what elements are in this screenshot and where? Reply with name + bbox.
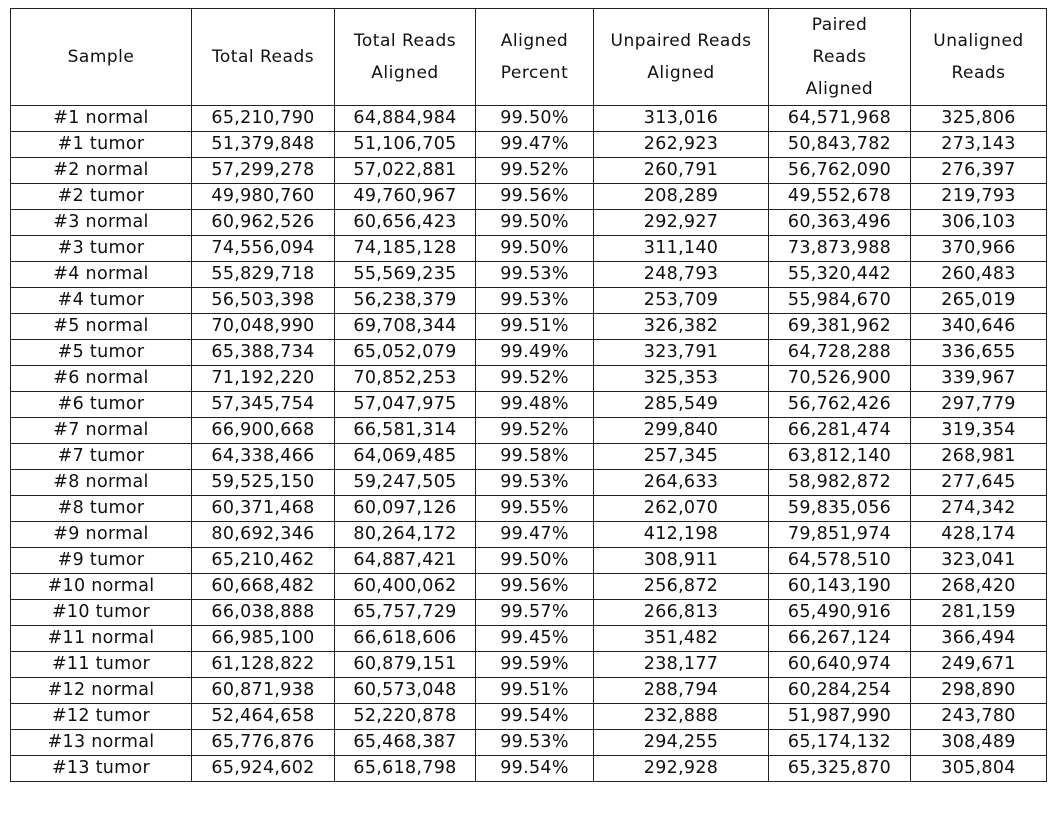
cell-unpaired-reads-aligned: 208,289 xyxy=(594,184,769,210)
cell-unaligned-reads: 325,806 xyxy=(911,106,1047,132)
cell-unaligned-reads: 260,483 xyxy=(911,262,1047,288)
cell-paired-reads-aligned: 79,851,974 xyxy=(769,522,911,548)
cell-unpaired-reads-aligned: 264,633 xyxy=(594,470,769,496)
cell-unaligned-reads: 273,143 xyxy=(911,132,1047,158)
cell-unaligned-reads: 219,793 xyxy=(911,184,1047,210)
cell-total-reads: 61,128,822 xyxy=(192,652,335,678)
cell-total-reads-aligned: 65,468,387 xyxy=(335,730,476,756)
cell-unpaired-reads-aligned: 266,813 xyxy=(594,600,769,626)
header-row xyxy=(11,9,1047,106)
cell-paired-reads-aligned: 55,320,442 xyxy=(769,262,911,288)
cell-total-reads: 60,962,526 xyxy=(192,210,335,236)
cell-sample: #9 normal xyxy=(11,522,192,548)
cell-unaligned-reads: 268,420 xyxy=(911,574,1047,600)
cell-aligned-percent: 99.57% xyxy=(476,600,594,626)
cell-unpaired-reads-aligned: 256,872 xyxy=(594,574,769,600)
table-row xyxy=(11,132,1047,158)
cell-aligned-percent: 99.50% xyxy=(476,236,594,262)
table-row xyxy=(11,288,1047,314)
cell-unpaired-reads-aligned: 313,016 xyxy=(594,106,769,132)
table-row xyxy=(11,158,1047,184)
cell-paired-reads-aligned: 56,762,090 xyxy=(769,158,911,184)
cell-unaligned-reads: 319,354 xyxy=(911,418,1047,444)
cell-unaligned-reads: 308,489 xyxy=(911,730,1047,756)
header-unpaired-reads-aligned: Unpaired Reads Aligned xyxy=(594,9,769,106)
table-row xyxy=(11,340,1047,366)
cell-paired-reads-aligned: 55,984,670 xyxy=(769,288,911,314)
cell-total-reads-aligned: 56,238,379 xyxy=(335,288,476,314)
cell-total-reads: 71,192,220 xyxy=(192,366,335,392)
cell-aligned-percent: 99.54% xyxy=(476,704,594,730)
cell-total-reads-aligned: 55,569,235 xyxy=(335,262,476,288)
cell-total-reads-aligned: 59,247,505 xyxy=(335,470,476,496)
cell-paired-reads-aligned: 64,578,510 xyxy=(769,548,911,574)
cell-paired-reads-aligned: 60,363,496 xyxy=(769,210,911,236)
cell-total-reads: 51,379,848 xyxy=(192,132,335,158)
cell-aligned-percent: 99.55% xyxy=(476,496,594,522)
header-paired-reads-aligned: Paired Reads Aligned xyxy=(769,9,911,106)
cell-total-reads: 70,048,990 xyxy=(192,314,335,340)
cell-unpaired-reads-aligned: 292,928 xyxy=(594,756,769,782)
cell-paired-reads-aligned: 60,284,254 xyxy=(769,678,911,704)
cell-sample: #12 tumor xyxy=(11,704,192,730)
cell-paired-reads-aligned: 49,552,678 xyxy=(769,184,911,210)
table-row xyxy=(11,756,1047,782)
cell-total-reads: 57,299,278 xyxy=(192,158,335,184)
cell-unpaired-reads-aligned: 262,923 xyxy=(594,132,769,158)
cell-sample: #11 normal xyxy=(11,626,192,652)
cell-aligned-percent: 99.56% xyxy=(476,574,594,600)
cell-total-reads-aligned: 69,708,344 xyxy=(335,314,476,340)
cell-unaligned-reads: 366,494 xyxy=(911,626,1047,652)
cell-sample: #10 tumor xyxy=(11,600,192,626)
cell-paired-reads-aligned: 60,143,190 xyxy=(769,574,911,600)
cell-unpaired-reads-aligned: 311,140 xyxy=(594,236,769,262)
cell-sample: #3 tumor xyxy=(11,236,192,262)
cell-paired-reads-aligned: 65,325,870 xyxy=(769,756,911,782)
cell-total-reads-aligned: 65,757,729 xyxy=(335,600,476,626)
cell-unpaired-reads-aligned: 248,793 xyxy=(594,262,769,288)
cell-total-reads: 60,871,938 xyxy=(192,678,335,704)
cell-unaligned-reads: 339,967 xyxy=(911,366,1047,392)
table-row xyxy=(11,548,1047,574)
table-row xyxy=(11,366,1047,392)
header-unaligned-reads: Unaligned Reads xyxy=(911,9,1047,106)
table-row xyxy=(11,184,1047,210)
table-row xyxy=(11,652,1047,678)
cell-aligned-percent: 99.52% xyxy=(476,418,594,444)
table-row xyxy=(11,106,1047,132)
cell-aligned-percent: 99.50% xyxy=(476,548,594,574)
cell-unpaired-reads-aligned: 253,709 xyxy=(594,288,769,314)
table-row xyxy=(11,314,1047,340)
alignment-stats-table-container xyxy=(10,8,1046,804)
cell-unpaired-reads-aligned: 257,345 xyxy=(594,444,769,470)
cell-total-reads-aligned: 57,047,975 xyxy=(335,392,476,418)
table-row xyxy=(11,236,1047,262)
cell-sample: #5 normal xyxy=(11,314,192,340)
cell-aligned-percent: 99.51% xyxy=(476,678,594,704)
cell-paired-reads-aligned: 50,843,782 xyxy=(769,132,911,158)
cell-unpaired-reads-aligned: 262,070 xyxy=(594,496,769,522)
header-aligned-percent: Aligned Percent xyxy=(476,9,594,106)
cell-total-reads-aligned: 60,400,062 xyxy=(335,574,476,600)
cell-total-reads: 52,464,658 xyxy=(192,704,335,730)
cell-total-reads-aligned: 52,220,878 xyxy=(335,704,476,730)
cell-unpaired-reads-aligned: 308,911 xyxy=(594,548,769,574)
cell-total-reads: 80,692,346 xyxy=(192,522,335,548)
cell-unaligned-reads: 305,804 xyxy=(911,756,1047,782)
cell-total-reads: 59,525,150 xyxy=(192,470,335,496)
header-sample: Sample xyxy=(11,9,192,106)
cell-total-reads-aligned: 80,264,172 xyxy=(335,522,476,548)
cell-total-reads: 56,503,398 xyxy=(192,288,335,314)
cell-paired-reads-aligned: 69,381,962 xyxy=(769,314,911,340)
cell-sample: #13 normal xyxy=(11,730,192,756)
cell-total-reads-aligned: 60,879,151 xyxy=(335,652,476,678)
cell-total-reads: 65,388,734 xyxy=(192,340,335,366)
table-row xyxy=(11,418,1047,444)
cell-aligned-percent: 99.45% xyxy=(476,626,594,652)
table-row xyxy=(11,574,1047,600)
cell-unpaired-reads-aligned: 292,927 xyxy=(594,210,769,236)
cell-total-reads-aligned: 66,581,314 xyxy=(335,418,476,444)
cell-total-reads-aligned: 65,618,798 xyxy=(335,756,476,782)
cell-total-reads-aligned: 60,656,423 xyxy=(335,210,476,236)
cell-total-reads-aligned: 60,097,126 xyxy=(335,496,476,522)
cell-paired-reads-aligned: 65,490,916 xyxy=(769,600,911,626)
cell-sample: #11 tumor xyxy=(11,652,192,678)
cell-aligned-percent: 99.51% xyxy=(476,314,594,340)
cell-unaligned-reads: 306,103 xyxy=(911,210,1047,236)
cell-sample: #6 normal xyxy=(11,366,192,392)
cell-total-reads: 65,210,790 xyxy=(192,106,335,132)
cell-unaligned-reads: 298,890 xyxy=(911,678,1047,704)
cell-total-reads-aligned: 60,573,048 xyxy=(335,678,476,704)
cell-unpaired-reads-aligned: 288,794 xyxy=(594,678,769,704)
cell-paired-reads-aligned: 64,571,968 xyxy=(769,106,911,132)
cell-unpaired-reads-aligned: 232,888 xyxy=(594,704,769,730)
cell-aligned-percent: 99.52% xyxy=(476,366,594,392)
cell-total-reads: 49,980,760 xyxy=(192,184,335,210)
cell-total-reads-aligned: 74,185,128 xyxy=(335,236,476,262)
cell-paired-reads-aligned: 51,987,990 xyxy=(769,704,911,730)
cell-unpaired-reads-aligned: 294,255 xyxy=(594,730,769,756)
cell-sample: #2 tumor xyxy=(11,184,192,210)
cell-sample: #5 tumor xyxy=(11,340,192,366)
table-row xyxy=(11,704,1047,730)
cell-unaligned-reads: 428,174 xyxy=(911,522,1047,548)
cell-aligned-percent: 99.50% xyxy=(476,106,594,132)
table-row xyxy=(11,210,1047,236)
cell-sample: #3 normal xyxy=(11,210,192,236)
cell-aligned-percent: 99.53% xyxy=(476,470,594,496)
cell-unaligned-reads: 268,981 xyxy=(911,444,1047,470)
cell-unpaired-reads-aligned: 351,482 xyxy=(594,626,769,652)
cell-total-reads-aligned: 70,852,253 xyxy=(335,366,476,392)
cell-unpaired-reads-aligned: 285,549 xyxy=(594,392,769,418)
cell-sample: #2 normal xyxy=(11,158,192,184)
cell-unpaired-reads-aligned: 323,791 xyxy=(594,340,769,366)
table-row xyxy=(11,444,1047,470)
cell-total-reads-aligned: 57,022,881 xyxy=(335,158,476,184)
cell-total-reads: 66,900,668 xyxy=(192,418,335,444)
cell-sample: #4 tumor xyxy=(11,288,192,314)
header-total-reads-aligned: Total Reads Aligned xyxy=(335,9,476,106)
cell-unaligned-reads: 274,342 xyxy=(911,496,1047,522)
cell-sample: #7 tumor xyxy=(11,444,192,470)
cell-aligned-percent: 99.59% xyxy=(476,652,594,678)
cell-unaligned-reads: 265,019 xyxy=(911,288,1047,314)
cell-total-reads-aligned: 49,760,967 xyxy=(335,184,476,210)
cell-unpaired-reads-aligned: 325,353 xyxy=(594,366,769,392)
cell-aligned-percent: 99.56% xyxy=(476,184,594,210)
header-total-reads: Total Reads xyxy=(192,9,335,106)
cell-paired-reads-aligned: 60,640,974 xyxy=(769,652,911,678)
cell-total-reads: 60,371,468 xyxy=(192,496,335,522)
cell-total-reads: 65,924,602 xyxy=(192,756,335,782)
alignment-stats-table xyxy=(10,8,1047,782)
cell-unpaired-reads-aligned: 412,198 xyxy=(594,522,769,548)
cell-unaligned-reads: 249,671 xyxy=(911,652,1047,678)
table-row xyxy=(11,470,1047,496)
cell-aligned-percent: 99.54% xyxy=(476,756,594,782)
cell-unaligned-reads: 340,646 xyxy=(911,314,1047,340)
cell-sample: #9 tumor xyxy=(11,548,192,574)
cell-total-reads-aligned: 65,052,079 xyxy=(335,340,476,366)
cell-total-reads: 66,038,888 xyxy=(192,600,335,626)
cell-unaligned-reads: 370,966 xyxy=(911,236,1047,262)
cell-unpaired-reads-aligned: 260,791 xyxy=(594,158,769,184)
cell-aligned-percent: 99.52% xyxy=(476,158,594,184)
cell-unaligned-reads: 323,041 xyxy=(911,548,1047,574)
cell-total-reads: 64,338,466 xyxy=(192,444,335,470)
cell-paired-reads-aligned: 73,873,988 xyxy=(769,236,911,262)
cell-sample: #6 tumor xyxy=(11,392,192,418)
cell-total-reads-aligned: 66,618,606 xyxy=(335,626,476,652)
cell-aligned-percent: 99.47% xyxy=(476,132,594,158)
cell-total-reads: 60,668,482 xyxy=(192,574,335,600)
table-row xyxy=(11,522,1047,548)
cell-sample: #8 tumor xyxy=(11,496,192,522)
cell-total-reads-aligned: 64,884,984 xyxy=(335,106,476,132)
cell-total-reads: 55,829,718 xyxy=(192,262,335,288)
cell-paired-reads-aligned: 63,812,140 xyxy=(769,444,911,470)
cell-total-reads: 65,210,462 xyxy=(192,548,335,574)
table-row xyxy=(11,496,1047,522)
cell-aligned-percent: 99.53% xyxy=(476,288,594,314)
cell-paired-reads-aligned: 64,728,288 xyxy=(769,340,911,366)
cell-total-reads: 65,776,876 xyxy=(192,730,335,756)
cell-sample: #1 tumor xyxy=(11,132,192,158)
cell-unaligned-reads: 243,780 xyxy=(911,704,1047,730)
cell-unpaired-reads-aligned: 238,177 xyxy=(594,652,769,678)
cell-total-reads: 74,556,094 xyxy=(192,236,335,262)
cell-paired-reads-aligned: 70,526,900 xyxy=(769,366,911,392)
cell-aligned-percent: 99.50% xyxy=(476,210,594,236)
cell-sample: #8 normal xyxy=(11,470,192,496)
cell-sample: #10 normal xyxy=(11,574,192,600)
cell-unaligned-reads: 297,779 xyxy=(911,392,1047,418)
table-row xyxy=(11,262,1047,288)
table-row xyxy=(11,678,1047,704)
cell-sample: #12 normal xyxy=(11,678,192,704)
table-row xyxy=(11,730,1047,756)
cell-unpaired-reads-aligned: 326,382 xyxy=(594,314,769,340)
cell-total-reads-aligned: 64,069,485 xyxy=(335,444,476,470)
cell-unaligned-reads: 277,645 xyxy=(911,470,1047,496)
cell-aligned-percent: 99.49% xyxy=(476,340,594,366)
table-row xyxy=(11,626,1047,652)
cell-sample: #7 normal xyxy=(11,418,192,444)
cell-total-reads: 66,985,100 xyxy=(192,626,335,652)
cell-paired-reads-aligned: 59,835,056 xyxy=(769,496,911,522)
cell-paired-reads-aligned: 58,982,872 xyxy=(769,470,911,496)
cell-sample: #4 normal xyxy=(11,262,192,288)
cell-total-reads-aligned: 51,106,705 xyxy=(335,132,476,158)
cell-aligned-percent: 99.47% xyxy=(476,522,594,548)
cell-unaligned-reads: 276,397 xyxy=(911,158,1047,184)
cell-aligned-percent: 99.48% xyxy=(476,392,594,418)
cell-unaligned-reads: 281,159 xyxy=(911,600,1047,626)
table-row xyxy=(11,600,1047,626)
cell-paired-reads-aligned: 65,174,132 xyxy=(769,730,911,756)
cell-paired-reads-aligned: 56,762,426 xyxy=(769,392,911,418)
cell-total-reads: 57,345,754 xyxy=(192,392,335,418)
cell-paired-reads-aligned: 66,267,124 xyxy=(769,626,911,652)
table-row xyxy=(11,392,1047,418)
cell-total-reads-aligned: 64,887,421 xyxy=(335,548,476,574)
cell-aligned-percent: 99.53% xyxy=(476,262,594,288)
cell-aligned-percent: 99.53% xyxy=(476,730,594,756)
cell-sample: #1 normal xyxy=(11,106,192,132)
table-body xyxy=(11,106,1047,782)
cell-unpaired-reads-aligned: 299,840 xyxy=(594,418,769,444)
cell-unaligned-reads: 336,655 xyxy=(911,340,1047,366)
cell-sample: #13 tumor xyxy=(11,756,192,782)
cell-paired-reads-aligned: 66,281,474 xyxy=(769,418,911,444)
cell-aligned-percent: 99.58% xyxy=(476,444,594,470)
